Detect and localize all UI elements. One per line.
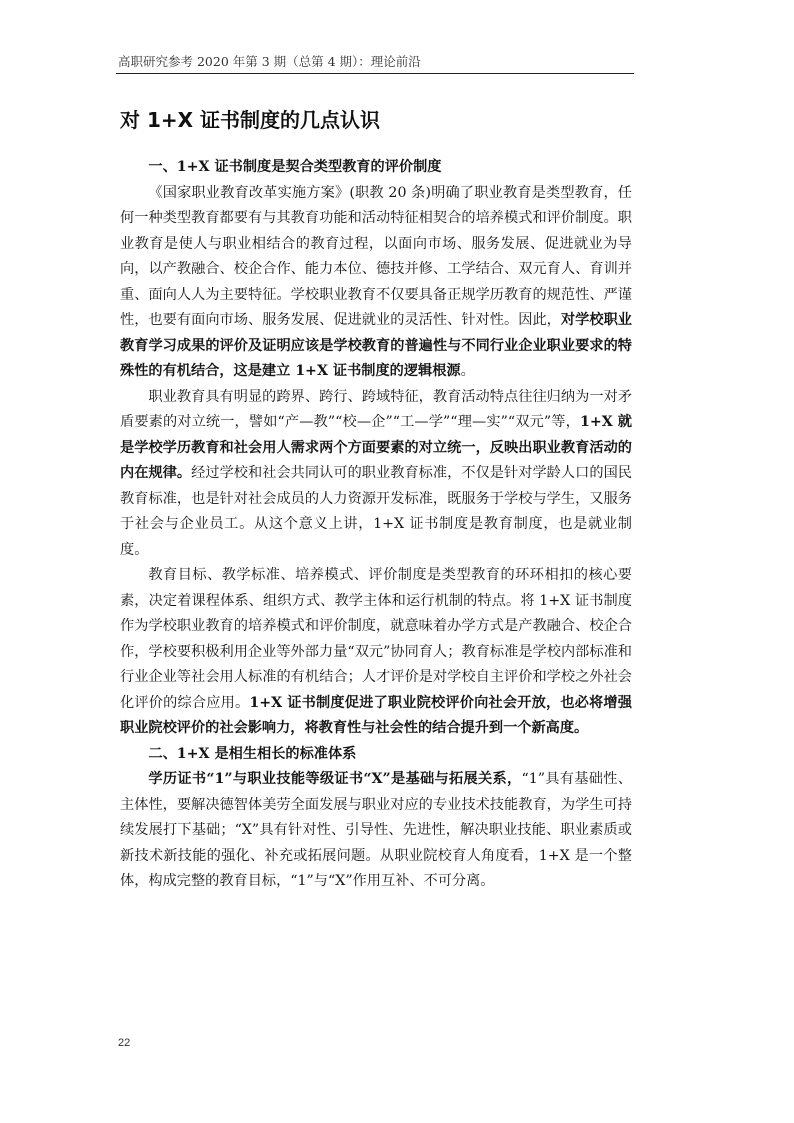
paragraph (120, 181, 632, 385)
section-heading-2: 二、1+X 是相生相长的标准体系 (148, 745, 357, 762)
header-divider (116, 73, 634, 74)
paragraph-text: 职业教育具有明显的跨界、跨行、跨域特征，教育活动特点往往归纳为一对矛盾要素的对立统一，譬如“产—教”“校—企”“工—学”“理—实”“双元”等， (120, 388, 632, 430)
page-number: 22 (118, 1037, 131, 1049)
paragraph (120, 385, 632, 564)
paragraph (120, 563, 632, 742)
paragraph (120, 767, 632, 895)
paragraph-text: “1”具有基础性、主体性，要解决德智体美劳全面发展与职业对应的专业技术技能教育，为学生可持续发展打下基础；“X”具有针对性、引导性、先进性，解决职业技能、职业素质或新技术新技能的强化、补充或拓展问题。从职业院校育人角度看，1+X 是一个整体，构成完整的教育目标，“1”与“X”作用互补、不可分离。 (120, 771, 632, 889)
section-heading-1: 一、1+X 证书制度是契合类型教育的评价制度 (148, 159, 442, 175)
emphasis-text: 1+X 就是学校学历教育和社会用人需求两个方面要素的对立统一，反映出职业教育活动的内在规律。 (120, 414, 632, 481)
paragraph-text: 《国家职业教育改革实施方案》(职教 20 条)明确了职业教育是类型教育，任何一种类型教育都要有与其教育功能和活动特征相契合的培养模式和评价制度。职业教育是使人与职业相结合的教育过程，以面向市场、服务发展、促进就业为导向，以产教融合、校企合作、能力本位、德技并修、工学结合、双元育人、育训并重、面向人人为主要特征。学校职业教育不仅要具备正规学历教育的规范性、严谨性，也要有面向市场、服务发展、促进就业的灵活性、针对性。因此， (120, 184, 632, 328)
paragraph-text: 教育目标、教学标准、培养模式、评价制度是类型教育的环环相扣的核心要素，决定着课程体系、组织方式、教学主体和运行机制的特点。将 1+X 证书制度作为学校职业教育的培养模式和评价制度，就意味着办学方式是产教融合、校企合作，学校要积极利用企业等外部力量“双元”协同育人；教育标准是学校内部标准和行业企业等社会用人标准的有机结合；人才评价是对学校自主评价和学校之外社会化评价的综合应用。 (120, 567, 632, 711)
emphasis-text: 学历证书“1”与职业技能等级证书“X”是基础与拓展关系， (148, 771, 522, 787)
paragraph-text: 经过学校和社会共同认可的职业教育标准，不仅是针对学龄人口的国民教育标准，也是针对社会成员的人力资源开发标准，既服务于学校与学生，又服务于社会与企业员工。从这个意义上讲，1+X 证书制度是教育制度，也是就业制度。 (120, 465, 632, 558)
paragraph-text: 。 (460, 363, 475, 379)
emphasis-text: 对学校职业教育学习成果的评价及证明应该是学校教育的普遍性与不同行业企业职业要求的特殊性的有机结合，这是建立 1+X 证书制度的逻辑根源 (120, 312, 632, 379)
emphasis-text: 1+X 证书制度促进了职业院校评价向社会开放，也必将增强职业院校评价的社会影响力，将教育性与社会性的结合提升到一个新高度。 (120, 694, 632, 736)
article-title: 对 1+X 证书制度的几点认识 (120, 108, 381, 132)
article-body (120, 155, 632, 895)
running-header: 高职研究参考 2020 年第 3 期（总第 4 期）：理论前沿 (118, 54, 421, 69)
